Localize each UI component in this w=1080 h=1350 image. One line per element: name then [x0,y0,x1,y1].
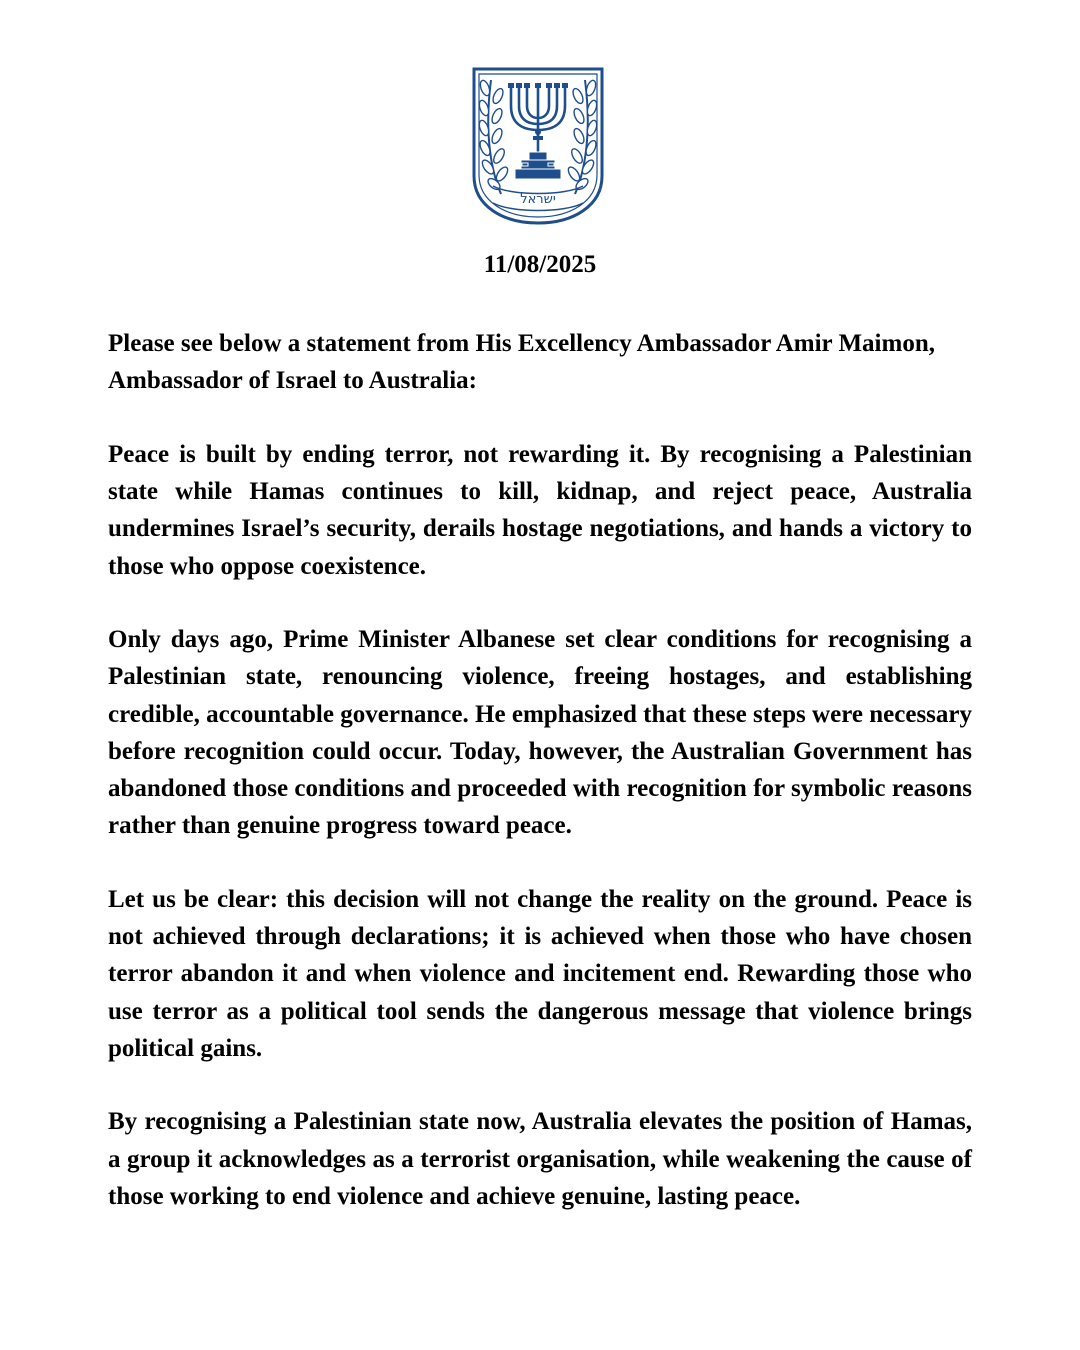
statement-paragraph: By recognising a Palestinian state now, Australia elevates the position of Hamas, a group it acknowledges as a terrorist organisation, while weakening the cause of those working to end violence and achieve genuine, lasting peace. [108,1108,972,1210]
statement-paragraph: Peace is built by ending terror, not rewarding it. By recognising a Palestinian state while Hamas continues to kill, kidnap, and reject peace, Australia undermines Israel’s security, derails hostage negotiations, and hands a victory to those who oppose coexistence. [108,440,972,580]
statement-paragraph: Let us be clear: this decision will not change the reality on the ground. Peace is not achieved through declarations; it is achieved when those who have chosen terror abandon it and when violence and incitement end. Rewarding those who use terror as a political tool sends the dangerous message that violence brings political gains. [108,885,972,1062]
statement-body [108,325,972,1252]
emblem-inscription: ישראל [520,192,556,207]
statement-paragraph: Only days ago, Prime Minister Albanese set clear conditions for recognising a Palestinian state, renouncing violence, freeing hostages, and establishing credible, accountable governance. He emphasized that these steps were necessary before recognition could occur. Today, however, the Australian Government has abandoned those conditions and proceeded with recognition for symbolic reasons rather than genuine progress toward peace. [108,626,972,840]
statement-date: 11/08/2025 [483,251,597,278]
statement-intro: Please see below a statement from His Excellency Ambassador Amir Maimon, Ambassador of Israel to Australia: [108,330,935,395]
state-of-israel-emblem-icon [471,66,605,226]
